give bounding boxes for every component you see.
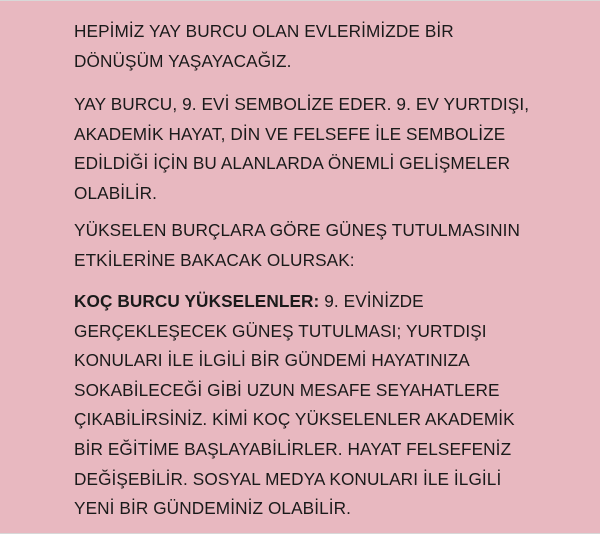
text-line: ÇIKABİLİRSİNİZ. KİMİ KOÇ YÜKSELENLER AKADEMİK <box>74 409 515 430</box>
text-line: YENİ BİR GÜNDEMİNİZ OLABİLİR. <box>74 498 351 519</box>
text-line-first <box>74 287 574 317</box>
text-line: GERÇEKLEŞECEK GÜNEŞ TUTULMASI; YURTDIŞI <box>74 320 487 341</box>
paragraph-rising-signs <box>74 216 574 275</box>
section-heading-aries: KOÇ BURCU YÜKSELENLER: <box>74 291 320 311</box>
text-line: YÜKSELEN BURÇLARA GÖRE GÜNEŞ TUTULMASININ <box>74 220 520 240</box>
paragraph-aries-rising <box>74 287 574 524</box>
text-line: BİR EĞİTİME BAŞLAYABİLİRLER. HAYAT FELSEFENİZ <box>74 438 512 459</box>
text-line: DEĞİŞEBİLİR. SOSYAL MEDYA KONULARI İLE İLGİLİ <box>74 468 502 489</box>
text-segment: 9. EVİNİZDE <box>319 291 424 311</box>
paragraph-ninth-house <box>74 90 574 208</box>
text-line: OLABİLİR. <box>74 182 158 203</box>
text-line: HEPİMİZ YAY BURCU OLAN EVLERİMİZDE BİR <box>74 21 454 41</box>
text-line: EDİLDİĞİ İÇİN BU ALANLARDA ÖNEMLİ GELİŞMELER <box>74 153 511 174</box>
paragraph-intro <box>74 17 574 76</box>
text-line: SOKABİLECEĞİ GİBİ UZUN MESAFE SEYAHATLERE <box>74 379 500 400</box>
text-line: KONULARI İLE İLGİLİ BİR GÜNDEMİ HAYATINIZA <box>74 350 470 371</box>
text-line: YAY BURCU, 9. EVİ SEMBOLİZE EDER. 9. EV YURTDIŞI, <box>74 94 530 114</box>
text-line: AKADEMİK HAYAT, DİN VE FELSEFE İLE SEMBOLİZE <box>74 123 506 144</box>
text-line: ETKİLERİNE BAKACAK OLURSAK: <box>74 249 355 270</box>
text-line: DÖNÜŞÜM YAŞAYACAĞIZ. <box>74 50 292 71</box>
